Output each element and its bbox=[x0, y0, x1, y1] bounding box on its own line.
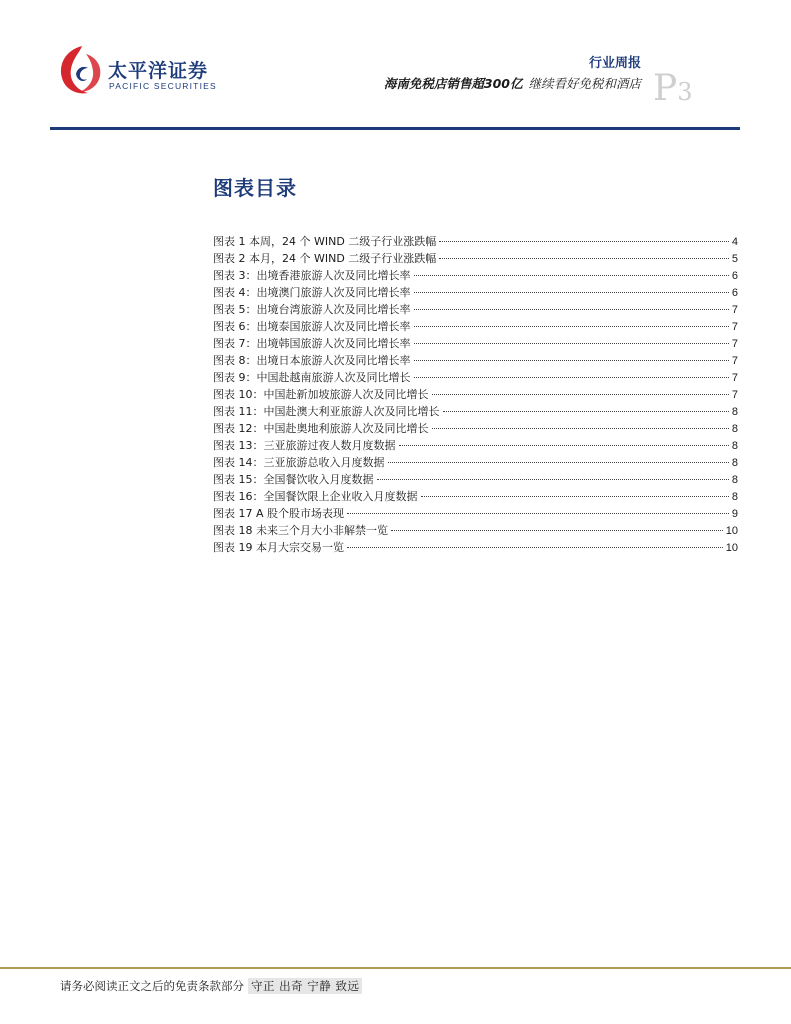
toc-list bbox=[213, 233, 738, 556]
toc-entry-leader bbox=[414, 326, 729, 327]
toc-entry[interactable] bbox=[213, 386, 738, 403]
toc-entry-page: 10 bbox=[725, 542, 738, 554]
toc-entry[interactable] bbox=[213, 454, 738, 471]
toc-entry-label: 图表 3：出境香港旅游人次及同比增长率 bbox=[213, 269, 411, 282]
page-badge bbox=[653, 68, 693, 109]
page-badge-letter: P bbox=[653, 68, 678, 109]
toc-entry-label: 图表 8：出境日本旅游人次及同比增长率 bbox=[213, 354, 411, 367]
toc-entry[interactable] bbox=[213, 335, 738, 352]
toc-entry-leader bbox=[414, 343, 729, 344]
company-logo bbox=[56, 44, 226, 100]
footer-motto: 守正 出奇 宁静 致远 bbox=[248, 978, 362, 994]
toc-entry-label: 图表 4：出境澳门旅游人次及同比增长率 bbox=[213, 286, 411, 299]
toc-entry-leader bbox=[443, 411, 729, 412]
toc-entry-leader bbox=[399, 445, 729, 446]
pacific-securities-logo-icon bbox=[56, 44, 104, 96]
report-subtitle-headline: 海南免税店销售超300亿 bbox=[383, 76, 523, 91]
toc-entry-page: 7 bbox=[731, 304, 738, 316]
toc-entry-leader bbox=[414, 360, 729, 361]
toc-entry[interactable] bbox=[213, 471, 738, 488]
toc-entry[interactable] bbox=[213, 233, 738, 250]
toc-entry[interactable] bbox=[213, 318, 738, 335]
toc-entry-page: 7 bbox=[731, 321, 738, 333]
toc-entry-page: 8 bbox=[731, 474, 738, 486]
toc-entry[interactable] bbox=[213, 301, 738, 318]
header-divider bbox=[50, 127, 740, 130]
toc-entry-label: 图表 16：全国餐饮限上企业收入月度数据 bbox=[213, 490, 418, 503]
toc-entry-label: 图表 18 未来三个月大小非解禁一览 bbox=[213, 524, 388, 537]
toc-entry[interactable] bbox=[213, 539, 738, 556]
toc-title: 图表目录 bbox=[213, 176, 297, 200]
toc-entry[interactable] bbox=[213, 403, 738, 420]
toc-entry-label: 图表 1 本周，24 个 WIND 二级子行业涨跌幅 bbox=[213, 235, 437, 248]
toc-entry-page: 5 bbox=[731, 253, 738, 265]
toc-entry-label: 图表 19 本月大宗交易一览 bbox=[213, 541, 344, 554]
page-badge-number: 3 bbox=[677, 78, 693, 106]
toc-entry-leader bbox=[414, 292, 729, 293]
logo-english-name: PACIFIC SECURITIES bbox=[109, 81, 217, 91]
toc-entry[interactable] bbox=[213, 420, 738, 437]
toc-entry[interactable] bbox=[213, 267, 738, 284]
toc-entry-page: 9 bbox=[731, 508, 738, 520]
footer-divider bbox=[0, 967, 791, 969]
toc-entry-label: 图表 11：中国赴澳大利亚旅游人次及同比增长 bbox=[213, 405, 440, 418]
toc-entry[interactable] bbox=[213, 437, 738, 454]
toc-entry-label: 图表 15：全国餐饮收入月度数据 bbox=[213, 473, 374, 486]
toc-entry-leader bbox=[414, 377, 729, 378]
toc-entry[interactable] bbox=[213, 352, 738, 369]
toc-entry[interactable] bbox=[213, 505, 738, 522]
toc-entry-leader bbox=[347, 513, 729, 514]
toc-entry-label: 图表 2 本月，24 个 WIND 二级子行业涨跌幅 bbox=[213, 252, 437, 265]
toc-entry-page: 8 bbox=[731, 406, 738, 418]
toc-entry[interactable] bbox=[213, 369, 738, 386]
toc-entry-page: 7 bbox=[731, 372, 738, 384]
report-subtitle-tagline: 继续看好免税和酒店 bbox=[528, 76, 641, 91]
toc-entry-label: 图表 13：三亚旅游过夜人数月度数据 bbox=[213, 439, 396, 452]
footer bbox=[60, 978, 362, 994]
toc-entry-label: 图表 5：出境台湾旅游人次及同比增长率 bbox=[213, 303, 411, 316]
toc-entry-page: 7 bbox=[731, 338, 738, 350]
toc-entry[interactable] bbox=[213, 488, 738, 505]
toc-entry-leader bbox=[414, 275, 729, 276]
toc-entry-page: 7 bbox=[731, 389, 738, 401]
toc-entry-label: 图表 9：中国赴越南旅游人次及同比增长 bbox=[213, 371, 411, 384]
toc-entry[interactable] bbox=[213, 250, 738, 267]
toc-entry-page: 6 bbox=[731, 287, 738, 299]
toc-entry-page: 10 bbox=[725, 525, 738, 537]
toc-entry-label: 图表 17 A 股个股市场表现 bbox=[213, 507, 345, 520]
toc-entry-leader bbox=[439, 258, 729, 259]
toc-entry-page: 8 bbox=[731, 423, 738, 435]
footer-disclaimer: 请务必阅读正文之后的免责条款部分 bbox=[60, 979, 244, 993]
toc-entry-leader bbox=[439, 241, 729, 242]
toc-entry-page: 8 bbox=[731, 440, 738, 452]
report-subtitle bbox=[384, 74, 641, 92]
toc-entry-leader bbox=[421, 496, 729, 497]
toc-entry-label: 图表 6：出境泰国旅游人次及同比增长率 bbox=[213, 320, 411, 333]
toc-entry-page: 6 bbox=[731, 270, 738, 282]
toc-entry[interactable] bbox=[213, 284, 738, 301]
toc-entry-leader bbox=[432, 394, 729, 395]
toc-entry[interactable] bbox=[213, 522, 738, 539]
toc-entry-leader bbox=[414, 309, 729, 310]
toc-entry-leader bbox=[347, 547, 723, 548]
toc-entry-page: 8 bbox=[731, 491, 738, 503]
toc-entry-label: 图表 14：三亚旅游总收入月度数据 bbox=[213, 456, 385, 469]
toc-entry-page: 4 bbox=[731, 236, 738, 248]
logo-chinese-name: 太平洋证券 bbox=[108, 60, 209, 82]
report-type: 行业周报 bbox=[588, 56, 641, 71]
toc-entry-page: 8 bbox=[731, 457, 738, 469]
toc-entry-leader bbox=[432, 428, 729, 429]
toc-entry-label: 图表 7：出境韩国旅游人次及同比增长率 bbox=[213, 337, 411, 350]
toc-entry-leader bbox=[377, 479, 729, 480]
toc-entry-page: 7 bbox=[731, 355, 738, 367]
toc-entry-leader bbox=[391, 530, 723, 531]
toc-entry-label: 图表 10：中国赴新加坡旅游人次及同比增长 bbox=[213, 388, 429, 401]
toc-entry-leader bbox=[388, 462, 729, 463]
toc-entry-label: 图表 12：中国赴奥地利旅游人次及同比增长 bbox=[213, 422, 429, 435]
